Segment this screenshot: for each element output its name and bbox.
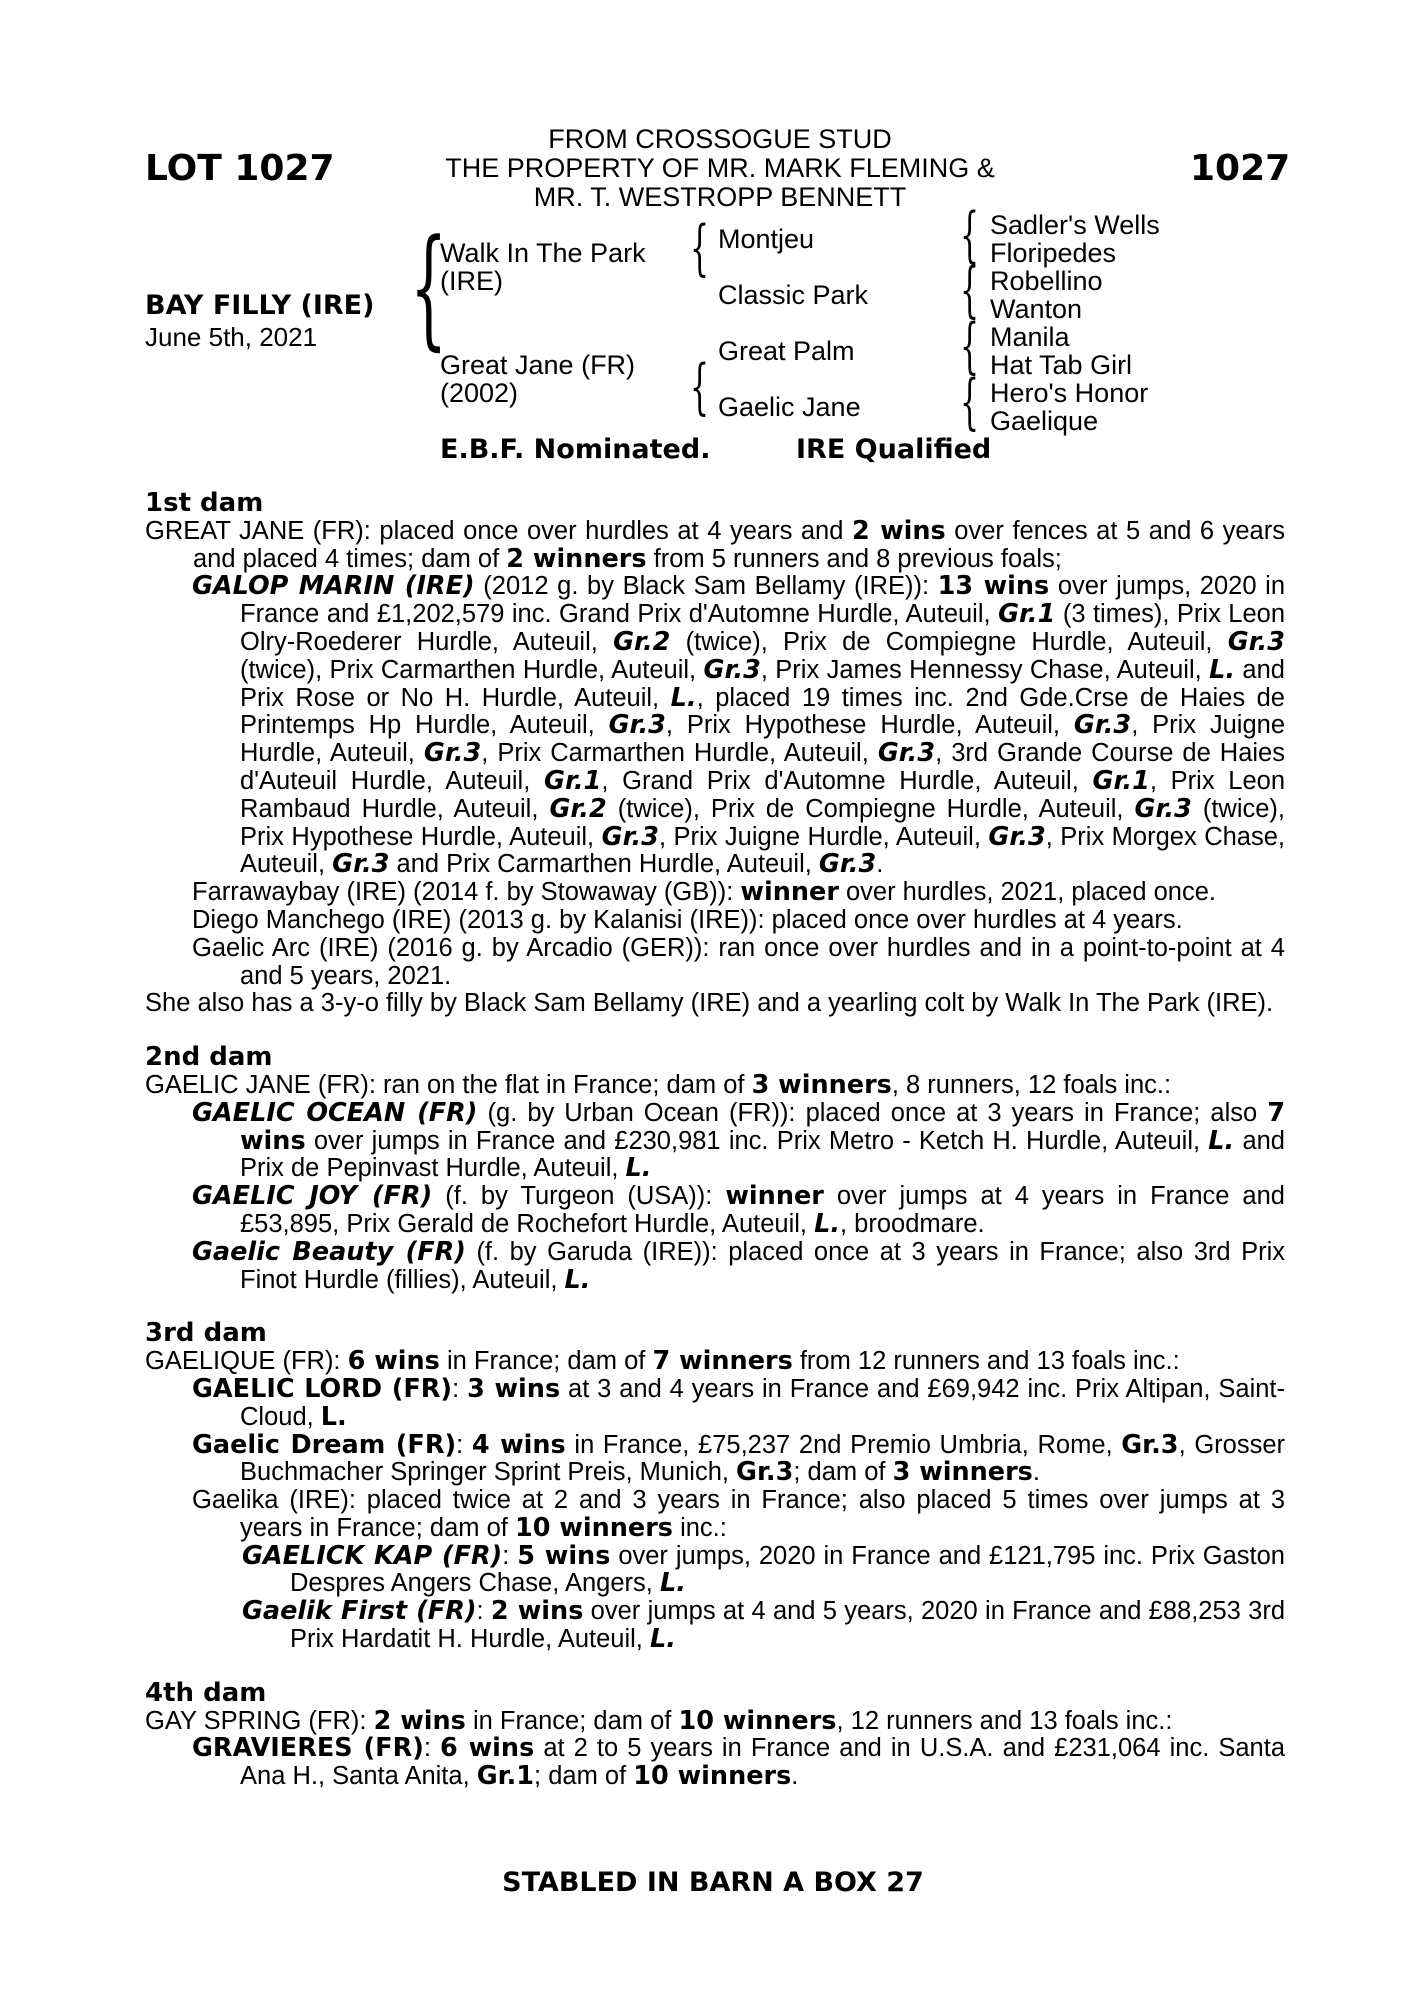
pedigree-sds: Robellino [990,266,1103,296]
lot-number: LOT 1027 [145,148,335,189]
section-heading: 4th dam [145,1677,267,1708]
pedigree-dsd: Hat Tab Girl [990,350,1133,380]
pedigree-dds: Hero's Honor [990,378,1149,408]
pedigree-sss: Sadler's Wells [990,210,1160,240]
pedigree-ds: Great Palm [718,336,855,366]
lot-number-right: 1027 [1190,148,1291,189]
pedigree-ddd: Gaelique [990,406,1099,436]
produce-entry: GAELIC JOY (FR) (f. by Turgeon (USA)): winner over jumps at 4 years in France and £53,895, Prix Gerald de Rochefort Hurdle, Auteuil, L., broodmare. [192,1181,1285,1239]
produce-entry: Diego Manchego (IRE) (2013 g. by Kalanisi (IRE)): placed once over hurdles at 4 years. [192,905,1183,934]
pedigree-brace: { [960,367,980,437]
pedigree-sd: Classic Park [718,280,869,310]
pedigree-brace: { [960,200,980,270]
produce-entry: Farrawaybay (IRE) (2014 f. by Stowaway (GB)): winner over hurdles, 2021, placed once. [192,877,1216,908]
section-heading: 3rd dam [145,1318,267,1349]
produce-entry: Gaelic Arc (IRE) (2016 g. by Arcadio (GER)): ran once over hurdles and in a point-to-point at 4 and 5 years, 2021. [192,933,1285,990]
dam-entry: GAELIC JANE (FR): ran on the flat in France; dam of 3 winners, 8 runners, 12 foals inc.: [145,1069,1172,1100]
header-owners: MR. T. WESTROPP BENNETT [533,182,907,212]
pedigree-sire: Walk In The Park [440,238,646,268]
dam-note: She also has a 3-y-o filly by Black Sam Bellamy (IRE) and a yearling colt by Walk In The Park (IRE). [145,989,1274,1018]
header-consignor: FROM CROSSOGUE STUD [548,124,892,154]
produce-entry: Gaelic Beauty (FR) (f. by Garuda (IRE)): placed once at 3 years in France; also 3rd Prix Finot Hurdle (fillies), Auteuil, L. [192,1236,1285,1295]
pedigree-brace: { [690,352,710,422]
produce-entry: GAELIC LORD (FR): 3 wins at 3 and 4 years in France and £69,942 inc. Prix Altipan, Saint-Cloud, L. [192,1373,1285,1432]
ebf-nominated: E.B.F. Nominated. [440,434,711,465]
produce-entry: GRAVIERES (FR): 6 wins at 2 to 5 years in France and in U.S.A. and £231,064 inc. Santa Ana H., Santa Anita, Gr.1; dam of 10 winners. [192,1733,1285,1792]
produce-entry: Gaelik First (FR): 2 wins over jumps at 4 and 5 years, 2020 in France and £88,253 3rd Prix Hardatit H. Hurdle, Auteuil, L. [242,1596,1285,1655]
pedigree-brace: { [960,311,980,381]
catalogue-body [145,490,1285,1791]
produce-entry: GAELIC OCEAN (FR) (g. by Urban Ocean (FR)): placed once at 3 years in France; also 7 wins over jumps in France and £230,981 inc. Prix Metro - Ketch H. Hurdle, Auteuil, L. and Prix de Pepinvast Hurdle, Auteuil, L. [192,1097,1285,1184]
dam-entry: GAELIQUE (FR): 6 wins in France; dam of 7 winners from 12 runners and 13 foals inc.: [145,1346,1180,1377]
pedigree-sire-country: (IRE) [440,266,503,296]
section-heading: 2nd dam [145,1042,273,1073]
stabling-info: STABLED IN BARN A BOX 27 [502,1867,924,1898]
pedigree-brace: { [960,255,980,325]
dam-entry: GREAT JANE (FR): placed once over hurdles at 4 years and 2 wins over fences at 5 and 6 years and placed 4 times; dam of 2 winners from 5 runners and 8 previous foals; [145,515,1285,574]
produce-entry: Gaelic Dream (FR): 4 wins in France, £75,237 2nd Premio Umbria, Rome, Gr.3, Grosser Buchmacher Springer Sprint Preis, Munich, Gr.3; dam of 3 winners. [192,1429,1285,1488]
pedigree-brace: { [410,211,448,363]
pedigree-dd: Gaelic Jane [718,392,861,422]
pedigree-ss: Montjeu [718,224,815,254]
dam-entry: GAY SPRING (FR): 2 wins in France; dam of 10 winners, 12 runners and 13 foals inc.: [145,1705,1173,1736]
pedigree-sdd: Wanton [990,294,1083,324]
section-heading: 1st dam [145,488,264,518]
pedigree-ssd: Floripedes [990,238,1117,268]
produce-entry: GALOP MARIN (IRE) (2012 g. by Black Sam Bellamy (IRE)): 13 wins over jumps, 2020 in France and £1,202,579 inc. Grand Prix d'Automne Hurdle, Auteuil, Gr.1 (3 times), Prix Leon Olry-Roederer Hurdle, Auteuil, Gr.2 (twice), Prix de Compiegne Hurdle, Auteuil, Gr.3 (twice), Prix Carmarthen Hurdle, Auteuil, Gr.3, Prix James Hennessy Chase, Auteuil, L. and Prix Rose or No H. Hurdle, Auteuil, L., placed 19 times inc. 2nd Gde.Crse de Haies de Printemps Hp Hurdle, Auteuil, Gr.3, Prix Hypothese Hurdle, Auteuil, Gr.3, Prix Juigne Hurdle, Auteuil, Gr.3, Prix Carmarthen Hurdle, Auteuil, Gr.3, 3rd Grande Course de Haies d'Auteuil Hurdle, Auteuil, Gr.1, Grand Prix d'Automne Hurdle, Auteuil, Gr.1, Prix Leon Rambaud Hurdle, Auteuil, Gr.2 (twice), Prix de Compiegne Hurdle, Auteuil, Gr.3 (twice), Prix Hypothese Hurdle, Auteuil, Gr.3, Prix Juigne Hurdle, Auteuil, Gr.3, Prix Morgex Chase, Auteuil, Gr.3 and Prix Carmarthen Hurdle, Auteuil, Gr.3. [192,571,1286,880]
header-property: THE PROPERTY OF MR. MARK FLEMING & [445,153,995,183]
produce-entry: Gaelika (IRE): placed twice at 2 and 3 years in France; also placed 5 times over jumps at 3 years in France; dam of 10 winners inc.: [192,1486,1285,1543]
produce-entry: GAELICK KAP (FR): 5 wins over jumps, 2020 in France and £121,795 inc. Prix Gaston Despres Angers Chase, Angers, L. [242,1540,1285,1599]
horse-dob: June 5th, 2021 [145,322,318,352]
pedigree-dam-year: (2002) [440,378,519,408]
ire-qualified: IRE Qualified [796,434,992,465]
pedigree-brace: { [690,213,710,283]
pedigree-dss: Manila [990,322,1070,352]
horse-name: BAY FILLY (IRE) [145,290,375,321]
pedigree-dam: Great Jane (FR) [440,350,636,380]
